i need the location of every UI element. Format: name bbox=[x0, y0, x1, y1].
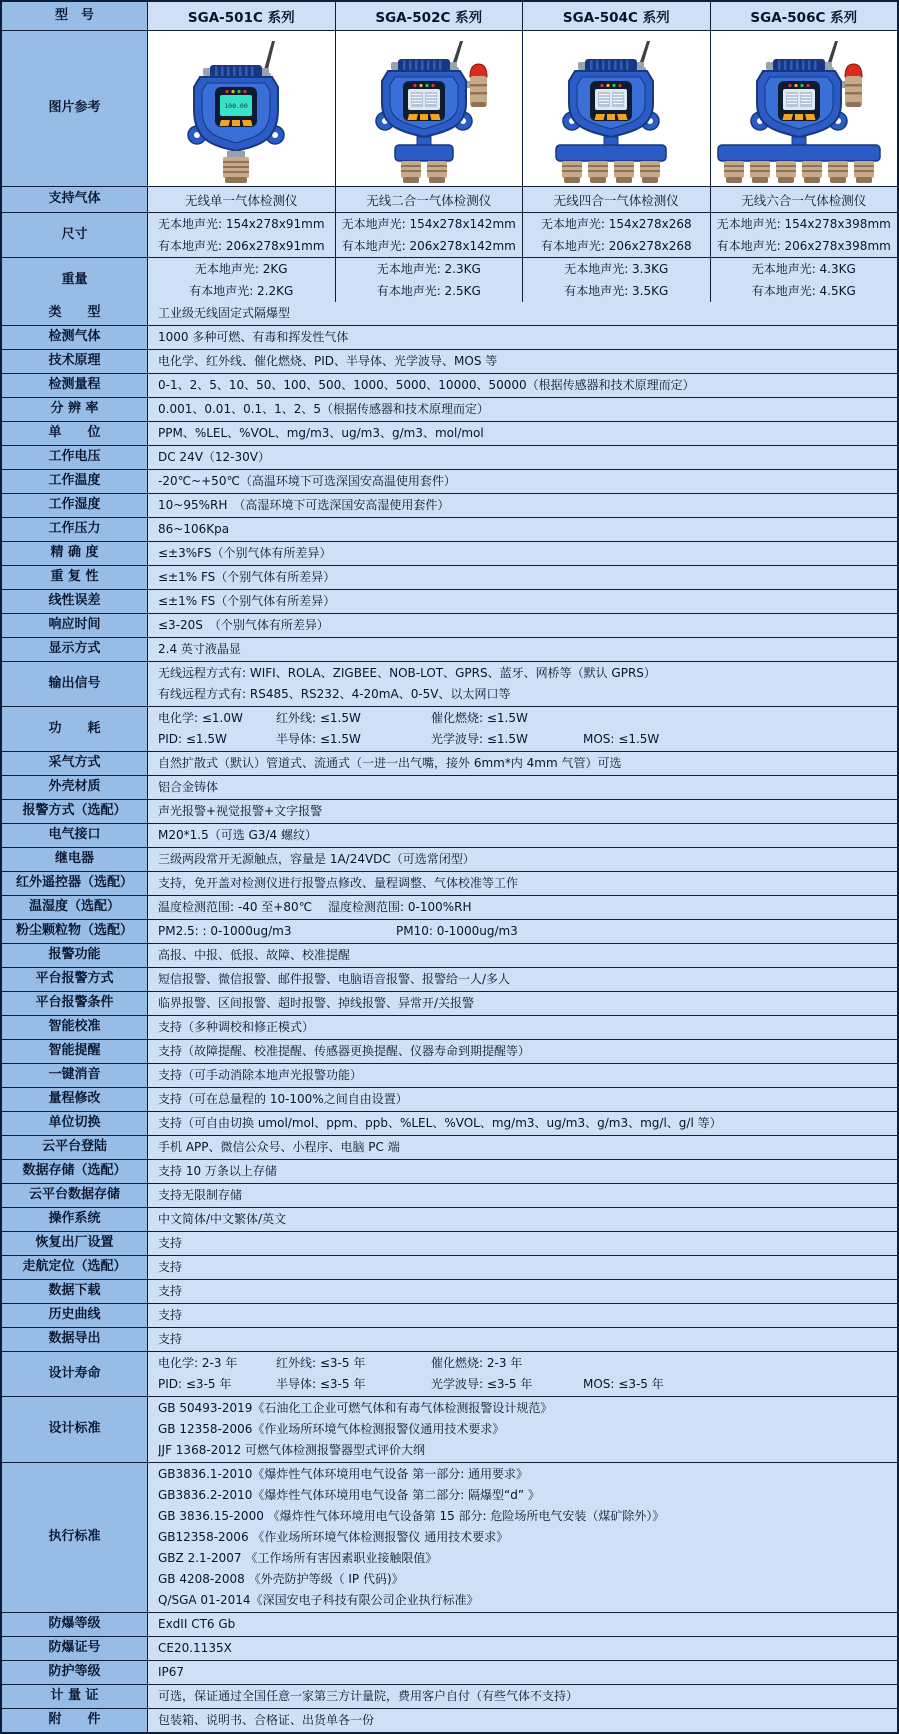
value-segment: 电化学: 2-3 年 bbox=[158, 1356, 238, 1370]
value-line: Q/SGA 01-2014《深国安电子科技有限公司企业执行标准》 bbox=[158, 1593, 479, 1607]
spec-row-gases bbox=[2, 325, 897, 349]
header-model-label: 型 号 bbox=[2, 2, 147, 30]
row-value-gases bbox=[147, 326, 897, 349]
spec-row-alarm_mode bbox=[2, 799, 897, 823]
value-line: 支持 bbox=[158, 1284, 183, 1298]
value-line: DC 24V（12-30V） bbox=[158, 450, 270, 464]
value-line bbox=[158, 1374, 893, 1395]
value-line: GB12358-2006 《作业场所环境气体检测报警仪 通用技术要求》 bbox=[158, 1530, 509, 1544]
row-label-alarm_mode: 报警方式（选配） bbox=[2, 800, 147, 823]
value-line: 0.001、0.01、0.1、1、2、5（根据传感器和技术原理而定） bbox=[158, 402, 490, 416]
value-line: 中文简体/中文繁体/英文 bbox=[158, 1212, 287, 1226]
value-segment: 催化燃烧: 2-3 年 bbox=[431, 1356, 523, 1370]
value-line: 10~95%RH （高湿环境下可选深国安高湿使用套件） bbox=[158, 498, 450, 512]
device-image-sga-506c bbox=[710, 31, 898, 186]
value-line: GB 50493-2019《石油化工企业可燃气体和有毒气体检测报警设计规范》 bbox=[158, 1401, 553, 1415]
row-value-type bbox=[147, 302, 897, 325]
size-with-sounder: 有本地声光: 206x278x91mm bbox=[157, 239, 325, 253]
value-line: 支持 bbox=[158, 1332, 183, 1346]
row-value-nav_locate bbox=[147, 1256, 897, 1279]
row-value-factory_reset bbox=[147, 1232, 897, 1255]
row-value-lifespan bbox=[147, 1352, 897, 1396]
spec-row-output bbox=[2, 661, 897, 706]
device-image-sga-502c bbox=[335, 31, 523, 186]
value-line: 高报、中报、低报、故障、校准提醒 bbox=[158, 948, 351, 962]
row-label-ip_grade: 防护等级 bbox=[2, 1661, 147, 1684]
spec-row-display bbox=[2, 637, 897, 661]
value-line: 支持 bbox=[158, 1260, 183, 1274]
value-line: 0-1、2、5、10、50、100、500、1000、5000、10000、50000（根据传感器和技术原理而定） bbox=[158, 378, 695, 392]
row-label-dust: 粉尘颗粒物（选配） bbox=[2, 920, 147, 943]
row-value-data_download bbox=[147, 1280, 897, 1303]
supported-gas-sga-504c: 无线四合一气体检测仪 bbox=[522, 187, 710, 212]
row-value-exec_std bbox=[147, 1463, 897, 1612]
spec-row-lifespan bbox=[2, 1351, 897, 1396]
value-line: 86~106Kpa bbox=[158, 522, 230, 536]
value-segment: PID: ≤3-5 年 bbox=[158, 1377, 232, 1391]
value-segment: 光学波导: ≤1.5W bbox=[431, 732, 528, 746]
spec-row-pressure bbox=[2, 517, 897, 541]
spec-row-history_curve bbox=[2, 1303, 897, 1327]
value-segment: MOS: ≤3-5 年 bbox=[583, 1377, 664, 1391]
spec-row-power bbox=[2, 706, 897, 751]
spec-row-nav_locate bbox=[2, 1255, 897, 1279]
row-value-response bbox=[147, 614, 897, 637]
row-label-sampling: 采气方式 bbox=[2, 752, 147, 775]
weight-no-sounder: 无本地声光: 2KG bbox=[194, 262, 288, 276]
row-value-humidity bbox=[147, 494, 897, 517]
size-row bbox=[2, 212, 897, 257]
weight-with-sounder: 有本地声光: 2.5KG bbox=[376, 284, 481, 298]
row-value-cloud_storage bbox=[147, 1184, 897, 1207]
spec-row-range bbox=[2, 373, 897, 397]
row-value-display bbox=[147, 638, 897, 661]
row-label-data_export: 数据导出 bbox=[2, 1328, 147, 1351]
value-line: ≤3-20S （个别气体有所差异） bbox=[158, 618, 329, 632]
row-value-unit bbox=[147, 422, 897, 445]
row-value-housing bbox=[147, 776, 897, 799]
value-line: 电化学、红外线、催化燃烧、PID、半导体、光学波导、MOS 等 bbox=[158, 354, 498, 368]
value-line: 1000 多种可燃、有毒和挥发性气体 bbox=[158, 330, 349, 344]
spec-row-range_modify bbox=[2, 1087, 897, 1111]
model-header-sga-506c: SGA-506C 系列 bbox=[710, 2, 898, 30]
weight-with-sounder: 有本地声光: 2.2KG bbox=[189, 284, 294, 298]
value-line: 支持（可手动消除本地声光报警功能） bbox=[158, 1068, 363, 1082]
weight-no-sounder: 无本地声光: 2.3KG bbox=[376, 262, 481, 276]
row-label-gases: 检测气体 bbox=[2, 326, 147, 349]
row-value-smart_remind bbox=[147, 1040, 897, 1063]
spec-row-unit bbox=[2, 421, 897, 445]
spec-row-data_download bbox=[2, 1279, 897, 1303]
row-value-alarm_mode bbox=[147, 800, 897, 823]
value-segment: 光学波导: ≤3-5 年 bbox=[431, 1377, 533, 1391]
spec-row-dust bbox=[2, 919, 897, 943]
supported-gas-sga-506c: 无线六合一气体检测仪 bbox=[710, 187, 898, 212]
size-sga-502c bbox=[335, 213, 523, 257]
row-label-relay: 继电器 bbox=[2, 848, 147, 871]
weight-row bbox=[2, 257, 897, 302]
row-value-accuracy bbox=[147, 542, 897, 565]
spec-row-voltage bbox=[2, 445, 897, 469]
value-segment: PID: ≤1.5W bbox=[158, 732, 227, 746]
spec-row-metrology bbox=[2, 1684, 897, 1708]
value-line: 三级两段常开无源触点，容量是 1A/24VDC（可选常闭型） bbox=[158, 852, 475, 866]
weight-label: 重量 bbox=[2, 258, 147, 302]
row-value-ex_grade bbox=[147, 1613, 897, 1636]
row-label-display: 显示方式 bbox=[2, 638, 147, 661]
row-value-dust bbox=[147, 920, 897, 943]
value-line: JJF 1368-2012 可燃气体检测报警器型式评价大纲 bbox=[158, 1443, 426, 1457]
spec-row-ip_grade bbox=[2, 1660, 897, 1684]
size-sga-506c bbox=[710, 213, 898, 257]
row-label-linearity: 线性误差 bbox=[2, 590, 147, 613]
value-line: ≤±1% FS（个别气体有所差异） bbox=[158, 570, 336, 584]
supported-gas-label: 支持气体 bbox=[2, 187, 147, 212]
value-line: 支持，免开盖对检测仪进行报警点修改、量程调整、气体校准等工作 bbox=[158, 876, 519, 890]
spec-row-platform_alarm_cond bbox=[2, 991, 897, 1015]
spec-row-linearity bbox=[2, 589, 897, 613]
value-line: 可选，保证通过全国任意一家第三方计量院，费用客户自付（有些气体不支持） bbox=[158, 1689, 579, 1703]
weight-sga-506c bbox=[710, 258, 898, 302]
row-label-ex_grade: 防爆等级 bbox=[2, 1613, 147, 1636]
value-line bbox=[158, 921, 893, 942]
row-label-cloud_storage: 云平台数据存储 bbox=[2, 1184, 147, 1207]
row-label-resolution: 分 辨 率 bbox=[2, 398, 147, 421]
size-with-sounder: 有本地声光: 206x278x268 bbox=[540, 239, 692, 253]
row-label-mute: 一键消音 bbox=[2, 1064, 147, 1087]
value-segment: PM10: 0-1000ug/m3 bbox=[396, 924, 518, 938]
row-label-factory_reset: 恢复出厂设置 bbox=[2, 1232, 147, 1255]
row-value-history_curve bbox=[147, 1304, 897, 1327]
row-label-smart_remind: 智能提醒 bbox=[2, 1040, 147, 1063]
spec-row-ir_remote bbox=[2, 871, 897, 895]
row-label-ir_remote: 红外遥控器（选配） bbox=[2, 872, 147, 895]
row-label-smart_cal: 智能校准 bbox=[2, 1016, 147, 1039]
spec-row-temp_humidity bbox=[2, 895, 897, 919]
value-line: GBZ 2.1-2007 《工作场所有害因素职业接触限值》 bbox=[158, 1551, 438, 1565]
value-line: GB 4208-2008 《外壳防护等级（ IP 代码)》 bbox=[158, 1572, 404, 1586]
value-line: 工业级无线固定式隔爆型 bbox=[158, 306, 291, 320]
spec-row-type bbox=[2, 302, 897, 325]
spec-row-factory_reset bbox=[2, 1231, 897, 1255]
row-label-repeatability: 重 复 性 bbox=[2, 566, 147, 589]
value-line bbox=[158, 708, 893, 729]
row-label-platform_alarm_cond: 平台报警条件 bbox=[2, 992, 147, 1015]
row-label-unit: 单 位 bbox=[2, 422, 147, 445]
weight-sga-504c bbox=[522, 258, 710, 302]
row-value-cloud_login bbox=[147, 1136, 897, 1159]
row-value-mute bbox=[147, 1064, 897, 1087]
row-value-linearity bbox=[147, 590, 897, 613]
row-value-range bbox=[147, 374, 897, 397]
value-line: 有线远程方式有: RS485、RS232、4-20mA、0-5V、以太网口等 bbox=[158, 687, 511, 701]
weight-sga-502c bbox=[335, 258, 523, 302]
row-value-platform_alarm_cond bbox=[147, 992, 897, 1015]
spec-row-smart_remind bbox=[2, 1039, 897, 1063]
spec-rows-container bbox=[2, 302, 897, 1732]
value-line: 短信报警、微信报警、邮件报警、电脑语音报警、报警给一人/多人 bbox=[158, 972, 511, 986]
value-line: 自然扩散式（默认）管道式、流通式（一进一出气嘴，接外 6mm*内 4mm 气管）可选 bbox=[158, 756, 622, 770]
weight-with-sounder: 有本地声光: 4.5KG bbox=[751, 284, 856, 298]
model-header-sga-504c: SGA-504C 系列 bbox=[522, 2, 710, 30]
svg-text:100.00: 100.00 bbox=[224, 101, 248, 110]
size-label: 尺寸 bbox=[2, 213, 147, 257]
row-label-electrical: 电气接口 bbox=[2, 824, 147, 847]
row-value-repeatability bbox=[147, 566, 897, 589]
header-row bbox=[2, 2, 897, 30]
weight-no-sounder: 无本地声光: 4.3KG bbox=[751, 262, 856, 276]
row-value-accessories bbox=[147, 1709, 897, 1732]
spec-row-housing bbox=[2, 775, 897, 799]
value-line: 无线远程方式有: WIFI、ROLA、ZIGBEE、NOB-LOT、GPRS、蓝牙、网桥等（默认 GPRS） bbox=[158, 666, 656, 680]
spec-row-electrical bbox=[2, 823, 897, 847]
value-line: ≤±1% FS（个别气体有所差异） bbox=[158, 594, 336, 608]
row-label-history_curve: 历史曲线 bbox=[2, 1304, 147, 1327]
size-no-sounder: 无本地声光: 154x278x268 bbox=[540, 217, 692, 231]
row-label-range: 检测量程 bbox=[2, 374, 147, 397]
model-header-sga-502c: SGA-502C 系列 bbox=[335, 2, 523, 30]
value-line: -20℃~+50℃（高温环境下可选深国安高温使用套件） bbox=[158, 474, 456, 488]
value-line: CE20.1135X bbox=[158, 1641, 232, 1655]
value-line: ExdII CT6 Gb bbox=[158, 1617, 236, 1631]
spec-row-os bbox=[2, 1207, 897, 1231]
row-value-ip_grade bbox=[147, 1661, 897, 1684]
value-line: 包装箱、说明书、合格证、出货单各一份 bbox=[158, 1713, 375, 1727]
row-label-nav_locate: 走航定位（选配） bbox=[2, 1256, 147, 1279]
value-line: 手机 APP、微信公众号、小程序、电脑 PC 端 bbox=[158, 1140, 400, 1154]
spec-row-temperature bbox=[2, 469, 897, 493]
value-line: M20*1.5（可选 G3/4 螺纹） bbox=[158, 828, 317, 842]
value-line: 声光报警+视觉报警+文字报警 bbox=[158, 804, 323, 818]
row-value-smart_cal bbox=[147, 1016, 897, 1039]
value-line bbox=[158, 729, 893, 750]
spec-row-humidity bbox=[2, 493, 897, 517]
row-label-accuracy: 精 确 度 bbox=[2, 542, 147, 565]
row-label-output: 输出信号 bbox=[2, 662, 147, 706]
row-value-principle bbox=[147, 350, 897, 373]
row-label-cloud_login: 云平台登陆 bbox=[2, 1136, 147, 1159]
row-label-type: 类 型 bbox=[2, 302, 147, 325]
row-label-data_storage: 数据存储（选配） bbox=[2, 1160, 147, 1183]
spec-row-smart_cal bbox=[2, 1015, 897, 1039]
value-line: 支持（多种调校和修正模式） bbox=[158, 1020, 315, 1034]
size-sga-501c bbox=[147, 213, 335, 257]
spec-row-mute bbox=[2, 1063, 897, 1087]
row-value-temp_humidity bbox=[147, 896, 897, 919]
size-with-sounder: 有本地声光: 206x278x398mm bbox=[716, 239, 891, 253]
row-label-lifespan: 设计寿命 bbox=[2, 1352, 147, 1396]
spec-row-ex_cert bbox=[2, 1636, 897, 1660]
row-value-alarm_func bbox=[147, 944, 897, 967]
row-label-design_std: 设计标准 bbox=[2, 1397, 147, 1462]
weight-sga-501c bbox=[147, 258, 335, 302]
spec-row-response bbox=[2, 613, 897, 637]
weight-with-sounder: 有本地声光: 3.5KG bbox=[564, 284, 669, 298]
row-label-voltage: 工作电压 bbox=[2, 446, 147, 469]
spec-row-data_storage bbox=[2, 1159, 897, 1183]
value-line: 支持（可自由切换 umol/mol、ppm、ppb、%LEL、%VOL、mg/m3、ug/m3、g/m3、mg/l、g/l 等） bbox=[158, 1116, 722, 1130]
value-line: GB 3836.15-2000 《爆炸性气体环境用电气设备第 15 部分: 危险场所电气安装（煤矿除外）》 bbox=[158, 1509, 665, 1523]
row-value-data_storage bbox=[147, 1160, 897, 1183]
row-label-humidity: 工作湿度 bbox=[2, 494, 147, 517]
supported-gas-sga-502c: 无线二合一气体检测仪 bbox=[335, 187, 523, 212]
device-image-sga-501c bbox=[147, 31, 335, 186]
spec-row-accessories bbox=[2, 1708, 897, 1732]
size-sga-504c bbox=[522, 213, 710, 257]
row-label-unit_switch: 单位切换 bbox=[2, 1112, 147, 1135]
value-line: 支持 bbox=[158, 1236, 183, 1250]
size-with-sounder: 有本地声光: 206x278x142mm bbox=[341, 239, 516, 253]
row-value-ir_remote bbox=[147, 872, 897, 895]
row-label-alarm_func: 报警功能 bbox=[2, 944, 147, 967]
spec-row-platform_alarm_mode bbox=[2, 967, 897, 991]
spec-row-principle bbox=[2, 349, 897, 373]
row-label-temp_humidity: 温湿度（选配） bbox=[2, 896, 147, 919]
row-value-os bbox=[147, 1208, 897, 1231]
spec-row-data_export bbox=[2, 1327, 897, 1351]
image-row bbox=[2, 30, 897, 186]
value-segment: 催化燃烧: ≤1.5W bbox=[431, 711, 528, 725]
spec-row-unit_switch bbox=[2, 1111, 897, 1135]
row-label-exec_std: 执行标准 bbox=[2, 1463, 147, 1612]
value-line: 支持无限制存储 bbox=[158, 1188, 243, 1202]
value-line: 支持（可在总量程的 10-100%之间自由设置） bbox=[158, 1092, 408, 1106]
spec-row-cloud_login bbox=[2, 1135, 897, 1159]
row-value-relay bbox=[147, 848, 897, 871]
value-line: IP67 bbox=[158, 1665, 185, 1679]
row-label-temperature: 工作温度 bbox=[2, 470, 147, 493]
row-value-data_export bbox=[147, 1328, 897, 1351]
weight-no-sounder: 无本地声光: 3.3KG bbox=[564, 262, 669, 276]
row-label-power: 功 耗 bbox=[2, 707, 147, 751]
value-line: GB3836.1-2010《爆炸性气体环境用电气设备 第一部分: 通用要求》 bbox=[158, 1467, 529, 1481]
row-value-ex_cert bbox=[147, 1637, 897, 1660]
model-header-sga-501c: SGA-501C 系列 bbox=[147, 2, 335, 30]
value-segment: 红外线: ≤1.5W bbox=[276, 711, 361, 725]
row-value-electrical bbox=[147, 824, 897, 847]
row-label-accessories: 附 件 bbox=[2, 1709, 147, 1732]
value-segment: 温度检测范围: -40 至+80℃ bbox=[158, 900, 313, 914]
value-segment: 半导体: ≤3-5 年 bbox=[276, 1377, 366, 1391]
value-line: GB 12358-2006《作业场所环境气体检测报警仪通用技术要求》 bbox=[158, 1422, 505, 1436]
row-label-data_download: 数据下载 bbox=[2, 1280, 147, 1303]
row-value-resolution bbox=[147, 398, 897, 421]
row-value-output bbox=[147, 662, 897, 706]
size-no-sounder: 无本地声光: 154x278x142mm bbox=[341, 217, 516, 231]
row-value-unit_switch bbox=[147, 1112, 897, 1135]
supported-gas-sga-501c: 无线单一气体检测仪 bbox=[147, 187, 335, 212]
spec-row-alarm_func bbox=[2, 943, 897, 967]
value-line: 临界报警、区间报警、超时报警、掉线报警、异常开/关报警 bbox=[158, 996, 475, 1010]
value-segment: PM2.5: : 0-1000ug/m3 bbox=[158, 924, 292, 938]
value-line bbox=[158, 1353, 893, 1374]
image-row-label: 图片参考 bbox=[2, 31, 147, 186]
row-label-response: 响应时间 bbox=[2, 614, 147, 637]
value-line: 2.4 英寸液晶显 bbox=[158, 642, 241, 656]
row-label-range_modify: 量程修改 bbox=[2, 1088, 147, 1111]
value-segment: 电化学: ≤1.0W bbox=[158, 711, 243, 725]
row-label-ex_cert: 防爆证号 bbox=[2, 1637, 147, 1660]
row-value-sampling bbox=[147, 752, 897, 775]
size-no-sounder: 无本地声光: 154x278x398mm bbox=[716, 217, 891, 231]
row-value-temperature bbox=[147, 470, 897, 493]
row-value-platform_alarm_mode bbox=[147, 968, 897, 991]
row-label-metrology: 计 量 证 bbox=[2, 1685, 147, 1708]
value-line: 支持 bbox=[158, 1308, 183, 1322]
row-value-pressure bbox=[147, 518, 897, 541]
value-segment: 半导体: ≤1.5W bbox=[276, 732, 361, 746]
row-value-metrology bbox=[147, 1685, 897, 1708]
value-segment: 湿度检测范围: 0-100%RH bbox=[328, 900, 472, 914]
value-line bbox=[158, 897, 893, 918]
row-label-pressure: 工作压力 bbox=[2, 518, 147, 541]
value-line: 铝合金铸体 bbox=[158, 780, 219, 794]
row-value-design_std bbox=[147, 1397, 897, 1462]
row-label-housing: 外壳材质 bbox=[2, 776, 147, 799]
value-segment: MOS: ≤1.5W bbox=[583, 732, 660, 746]
spec-row-ex_grade bbox=[2, 1612, 897, 1636]
value-line: 支持（故障提醒、校准提醒、传感器更换提醒、仪器寿命到期提醒等） bbox=[158, 1044, 531, 1058]
value-line: PPM、%LEL、%VOL、mg/m3、ug/m3、g/m3、mol/mol bbox=[158, 426, 484, 440]
row-label-os: 操作系统 bbox=[2, 1208, 147, 1231]
row-value-voltage bbox=[147, 446, 897, 469]
value-line: GB3836.2-2010《爆炸性气体环境用电气设备 第二部分: 隔爆型“d” 》 bbox=[158, 1488, 540, 1502]
value-line: 支持 10 万条以上存储 bbox=[158, 1164, 277, 1178]
row-label-principle: 技术原理 bbox=[2, 350, 147, 373]
supported-gas-row bbox=[2, 186, 897, 212]
size-no-sounder: 无本地声光: 154x278x91mm bbox=[157, 217, 325, 231]
spec-row-repeatability bbox=[2, 565, 897, 589]
spec-row-resolution bbox=[2, 397, 897, 421]
value-line: ≤±3%FS（个别气体有所差异） bbox=[158, 546, 332, 560]
spec-row-sampling bbox=[2, 751, 897, 775]
spec-row-accuracy bbox=[2, 541, 897, 565]
spec-row-cloud_storage bbox=[2, 1183, 897, 1207]
spec-row-design_std bbox=[2, 1396, 897, 1462]
spec-row-exec_std bbox=[2, 1462, 897, 1612]
device-image-sga-504c bbox=[522, 31, 710, 186]
value-segment: 红外线: ≤3-5 年 bbox=[276, 1356, 366, 1370]
spec-row-relay bbox=[2, 847, 897, 871]
row-value-power bbox=[147, 707, 897, 751]
row-value-range_modify bbox=[147, 1088, 897, 1111]
row-label-platform_alarm_mode: 平台报警方式 bbox=[2, 968, 147, 991]
